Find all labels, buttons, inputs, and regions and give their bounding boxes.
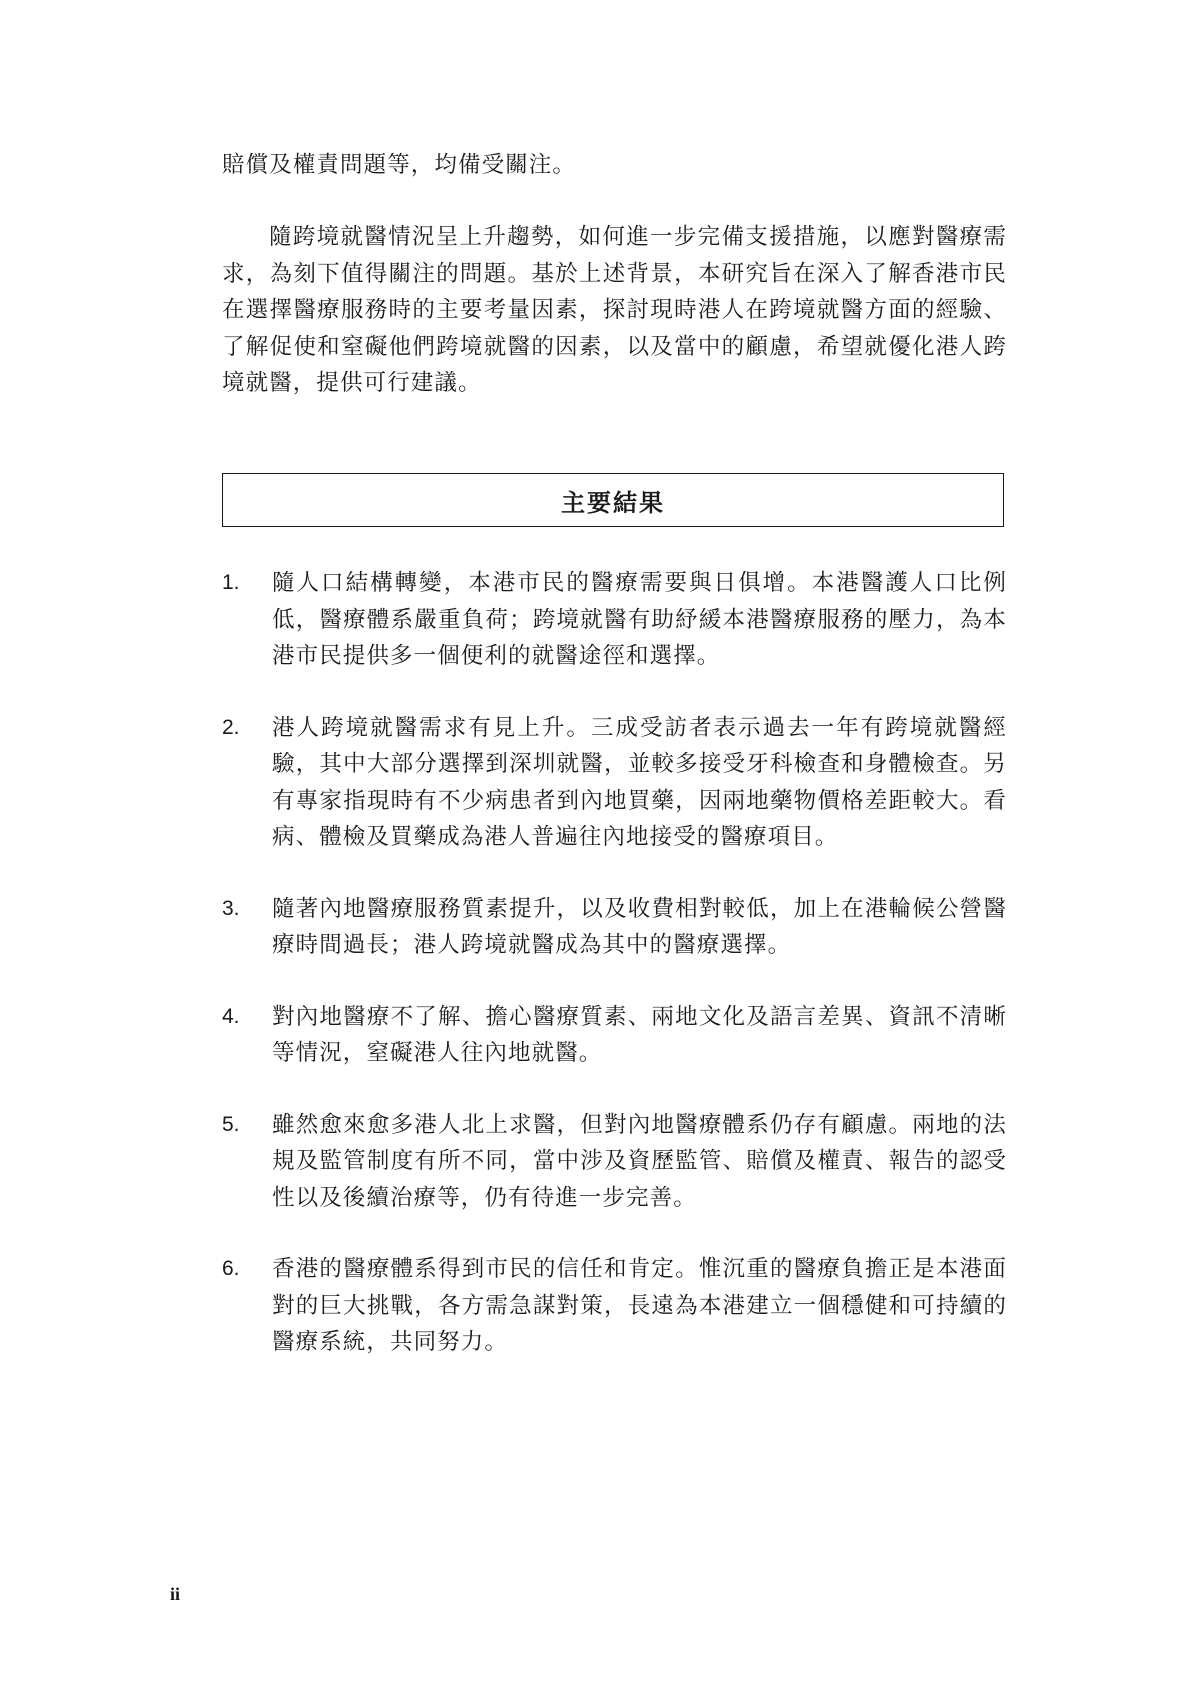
finding-number: 1. xyxy=(222,571,240,594)
finding-text: 雖然愈來愈多港人北上求醫，但對內地醫療體系仍存有顧慮。兩地的法規及監管制度有所不同，當中涉及資歷監管、賠償及權責、報告的認受性以及後續治療等，仍有待進一步完善。 xyxy=(272,1111,1007,1211)
section-title: 主要結果 xyxy=(561,488,665,517)
section-header-box xyxy=(222,473,1004,527)
finding-text: 隨著內地醫療服務質素提升，以及收費相對較低，加上在港輪候公營醫療時間過長；港人跨境就醫成為其中的醫療選擇。 xyxy=(272,895,1007,958)
finding-number: 5. xyxy=(222,1112,240,1136)
finding-number: 2. xyxy=(222,715,240,739)
finding-number: 4. xyxy=(222,1004,240,1028)
finding-number: 6. xyxy=(222,1257,240,1280)
finding-text: 對內地醫療不了解、擔心醫療質素、兩地文化及語言差異、資訊不清晰等情況，窒礙港人往內地就醫。 xyxy=(272,1003,1007,1066)
finding-text: 隨人口結構轉變，本港市民的醫療需要與日俱增。本港醫護人口比例低，醫療體系嚴重負荷；跨境就醫有助紓緩本港醫療服務的壓力，為本港市民提供多一個便利的就醫途徑和選擇。 xyxy=(272,570,1007,669)
finding-text: 香港的醫療體系得到市民的信任和肯定。惟沉重的醫療負擔正是本港面對的巨大挑戰，各方需急謀對策，長遠為本港建立一個穩健和可持續的醫療系統，共同努力。 xyxy=(272,1256,1007,1355)
finding-number: 3. xyxy=(222,896,240,920)
finding-item xyxy=(222,1251,1007,1361)
intro-paragraph: 隨跨境就醫情況呈上升趨勢，如何進一步完備支援措施，以應對醫療需求，為刻下值得關注的問題。基於上述背景，本研究旨在深入了解香港市民在選擇醫療服務時的主要考量因素，探討現時港人在跨境就醫方面的經驗、了解促使和窒礙他們跨境就醫的因素，以及當中的顧慮，希望就優化港人跨境就醫，提供可行建議。 xyxy=(222,224,1007,396)
finding-item xyxy=(222,1107,1007,1217)
continuation-paragraph: 賠償及權責問題等，均備受關注。 xyxy=(222,152,577,178)
finding-text: 港人跨境就醫需求有見上升。三成受訪者表示過去一年有跨境就醫經驗，其中大部分選擇到深圳就醫，並較多接受牙科檢查和身體檢查。另有專家指現時有不少病患者到內地買藥，因兩地藥物價格差距較大。看病、體檢及買藥成為港人普遍往內地接受的醫療項目。 xyxy=(272,714,1007,850)
finding-item xyxy=(222,891,1007,964)
finding-item xyxy=(222,565,1007,675)
findings-list xyxy=(222,565,1007,1396)
finding-item xyxy=(222,999,1007,1072)
page-number: ii xyxy=(170,1584,181,1604)
finding-item xyxy=(222,710,1007,856)
